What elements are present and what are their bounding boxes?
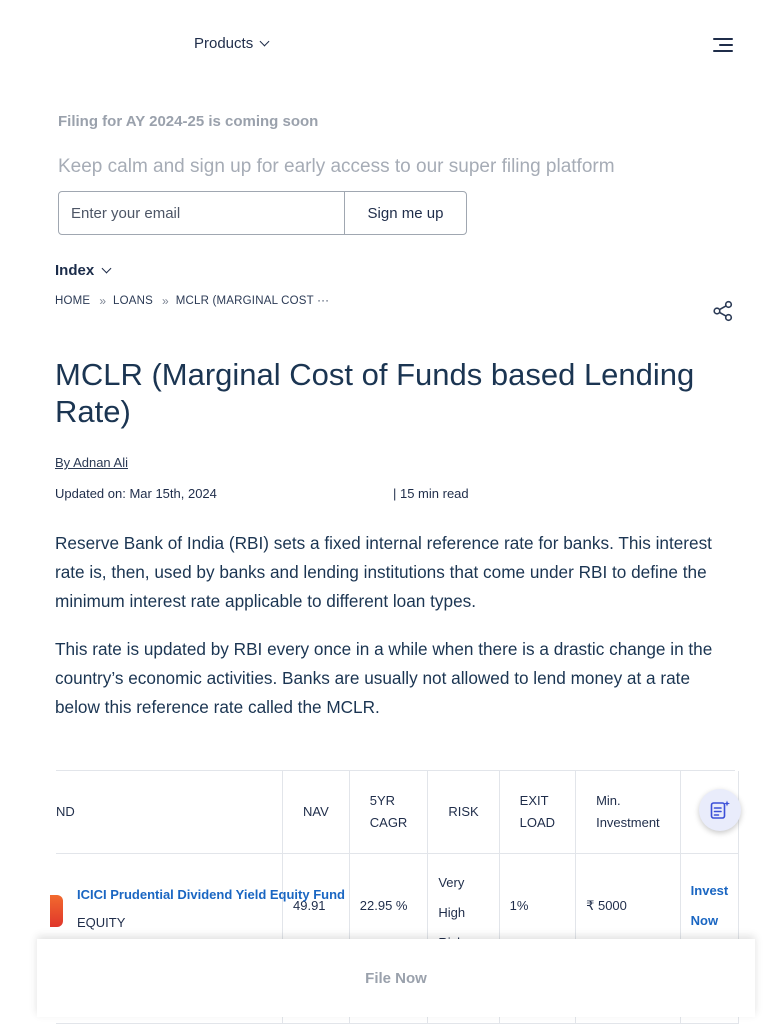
nav-value: 49.91: [293, 897, 326, 913]
breadcrumb-loans[interactable]: LOANS: [113, 295, 153, 307]
min-investment-value: ₹ 5000: [586, 897, 627, 913]
col-header-fund: ND: [56, 771, 283, 853]
share-icon[interactable]: [711, 299, 735, 323]
filing-banner-subtitle: Keep calm and sign up for early access to our super filing platform: [58, 156, 615, 177]
exit-header-line2: LOAD: [519, 814, 556, 830]
fund-name-link[interactable]: ICICI Prudential Dividend Yield Equity Fund: [77, 886, 345, 902]
products-menu[interactable]: [194, 35, 268, 52]
fund-category: EQUITY: [77, 914, 126, 930]
products-label: Products: [194, 35, 254, 52]
read-time: | 15 min read: [393, 486, 469, 501]
col-header-nav: NAV: [283, 771, 350, 853]
double-chevron-right-icon: »: [99, 294, 104, 308]
article-paragraph: Reserve Bank of India (RBI) sets a fixed internal reference rate for banks. This interest rate is, then, used by banks and lending institutions that come under RBI to define the minimum interest rate applicable to different loan types.: [55, 533, 712, 611]
article-paragraph: This rate is updated by RBI every once in a while when there is a drastic change in the country’s economic activities. Banks are usually not allowed to lend money at a rate below this reference rate called the MCLR.: [55, 639, 713, 717]
fund-logo-icon: [50, 895, 63, 927]
invest-now-link[interactable]: [691, 876, 729, 936]
cagr-header-line2: CAGR: [369, 814, 408, 830]
risk-line: Very: [438, 874, 465, 890]
hamburger-menu-icon[interactable]: [713, 37, 733, 53]
sticky-footer-bar: [37, 939, 755, 1017]
chevron-down-icon: [260, 37, 270, 47]
index-label: Index: [55, 262, 95, 279]
filing-banner-title: Filing for AY 2024-25 is coming soon: [58, 113, 319, 130]
breadcrumb: [55, 294, 329, 308]
chevron-down-icon: [102, 264, 112, 274]
exit-header-line1: EXIT: [519, 792, 549, 808]
col-header-exit-load: [499, 771, 575, 853]
col-header-risk: RISK: [428, 771, 499, 853]
cagr-header-line1: 5YR: [369, 792, 396, 808]
index-dropdown[interactable]: [55, 262, 110, 279]
min-header-line1: Min.: [596, 792, 621, 808]
cagr-value: 22.95 %: [359, 897, 408, 913]
exit-load-value: 1%: [509, 897, 529, 913]
top-navbar: [0, 0, 768, 90]
ai-assistant-button[interactable]: [699, 789, 741, 831]
file-now-button[interactable]: File Now: [365, 969, 427, 987]
ai-sparkle-notes-icon: [708, 798, 732, 822]
breadcrumb-current: MCLR (MARGINAL COST ···: [175, 295, 330, 307]
risk-line: High: [438, 904, 466, 920]
invest-line1: Invest: [690, 882, 729, 898]
author-link[interactable]: By Adnan Ali: [55, 455, 128, 470]
updated-date: Updated on: Mar 15th, 2024: [55, 486, 217, 501]
email-input[interactable]: [58, 191, 345, 235]
breadcrumb-home[interactable]: HOME: [55, 295, 91, 307]
invest-line2: Now: [690, 912, 719, 928]
double-chevron-right-icon: »: [162, 294, 167, 308]
col-header-cagr: [349, 771, 428, 853]
min-header-line2: Investment: [596, 814, 660, 830]
col-header-min-investment: [576, 771, 681, 853]
table-header-row: [56, 771, 739, 853]
sign-me-up-button[interactable]: Sign me up: [344, 191, 467, 235]
article-title: MCLR (Marginal Cost of Funds based Lending Rate): [55, 357, 695, 429]
